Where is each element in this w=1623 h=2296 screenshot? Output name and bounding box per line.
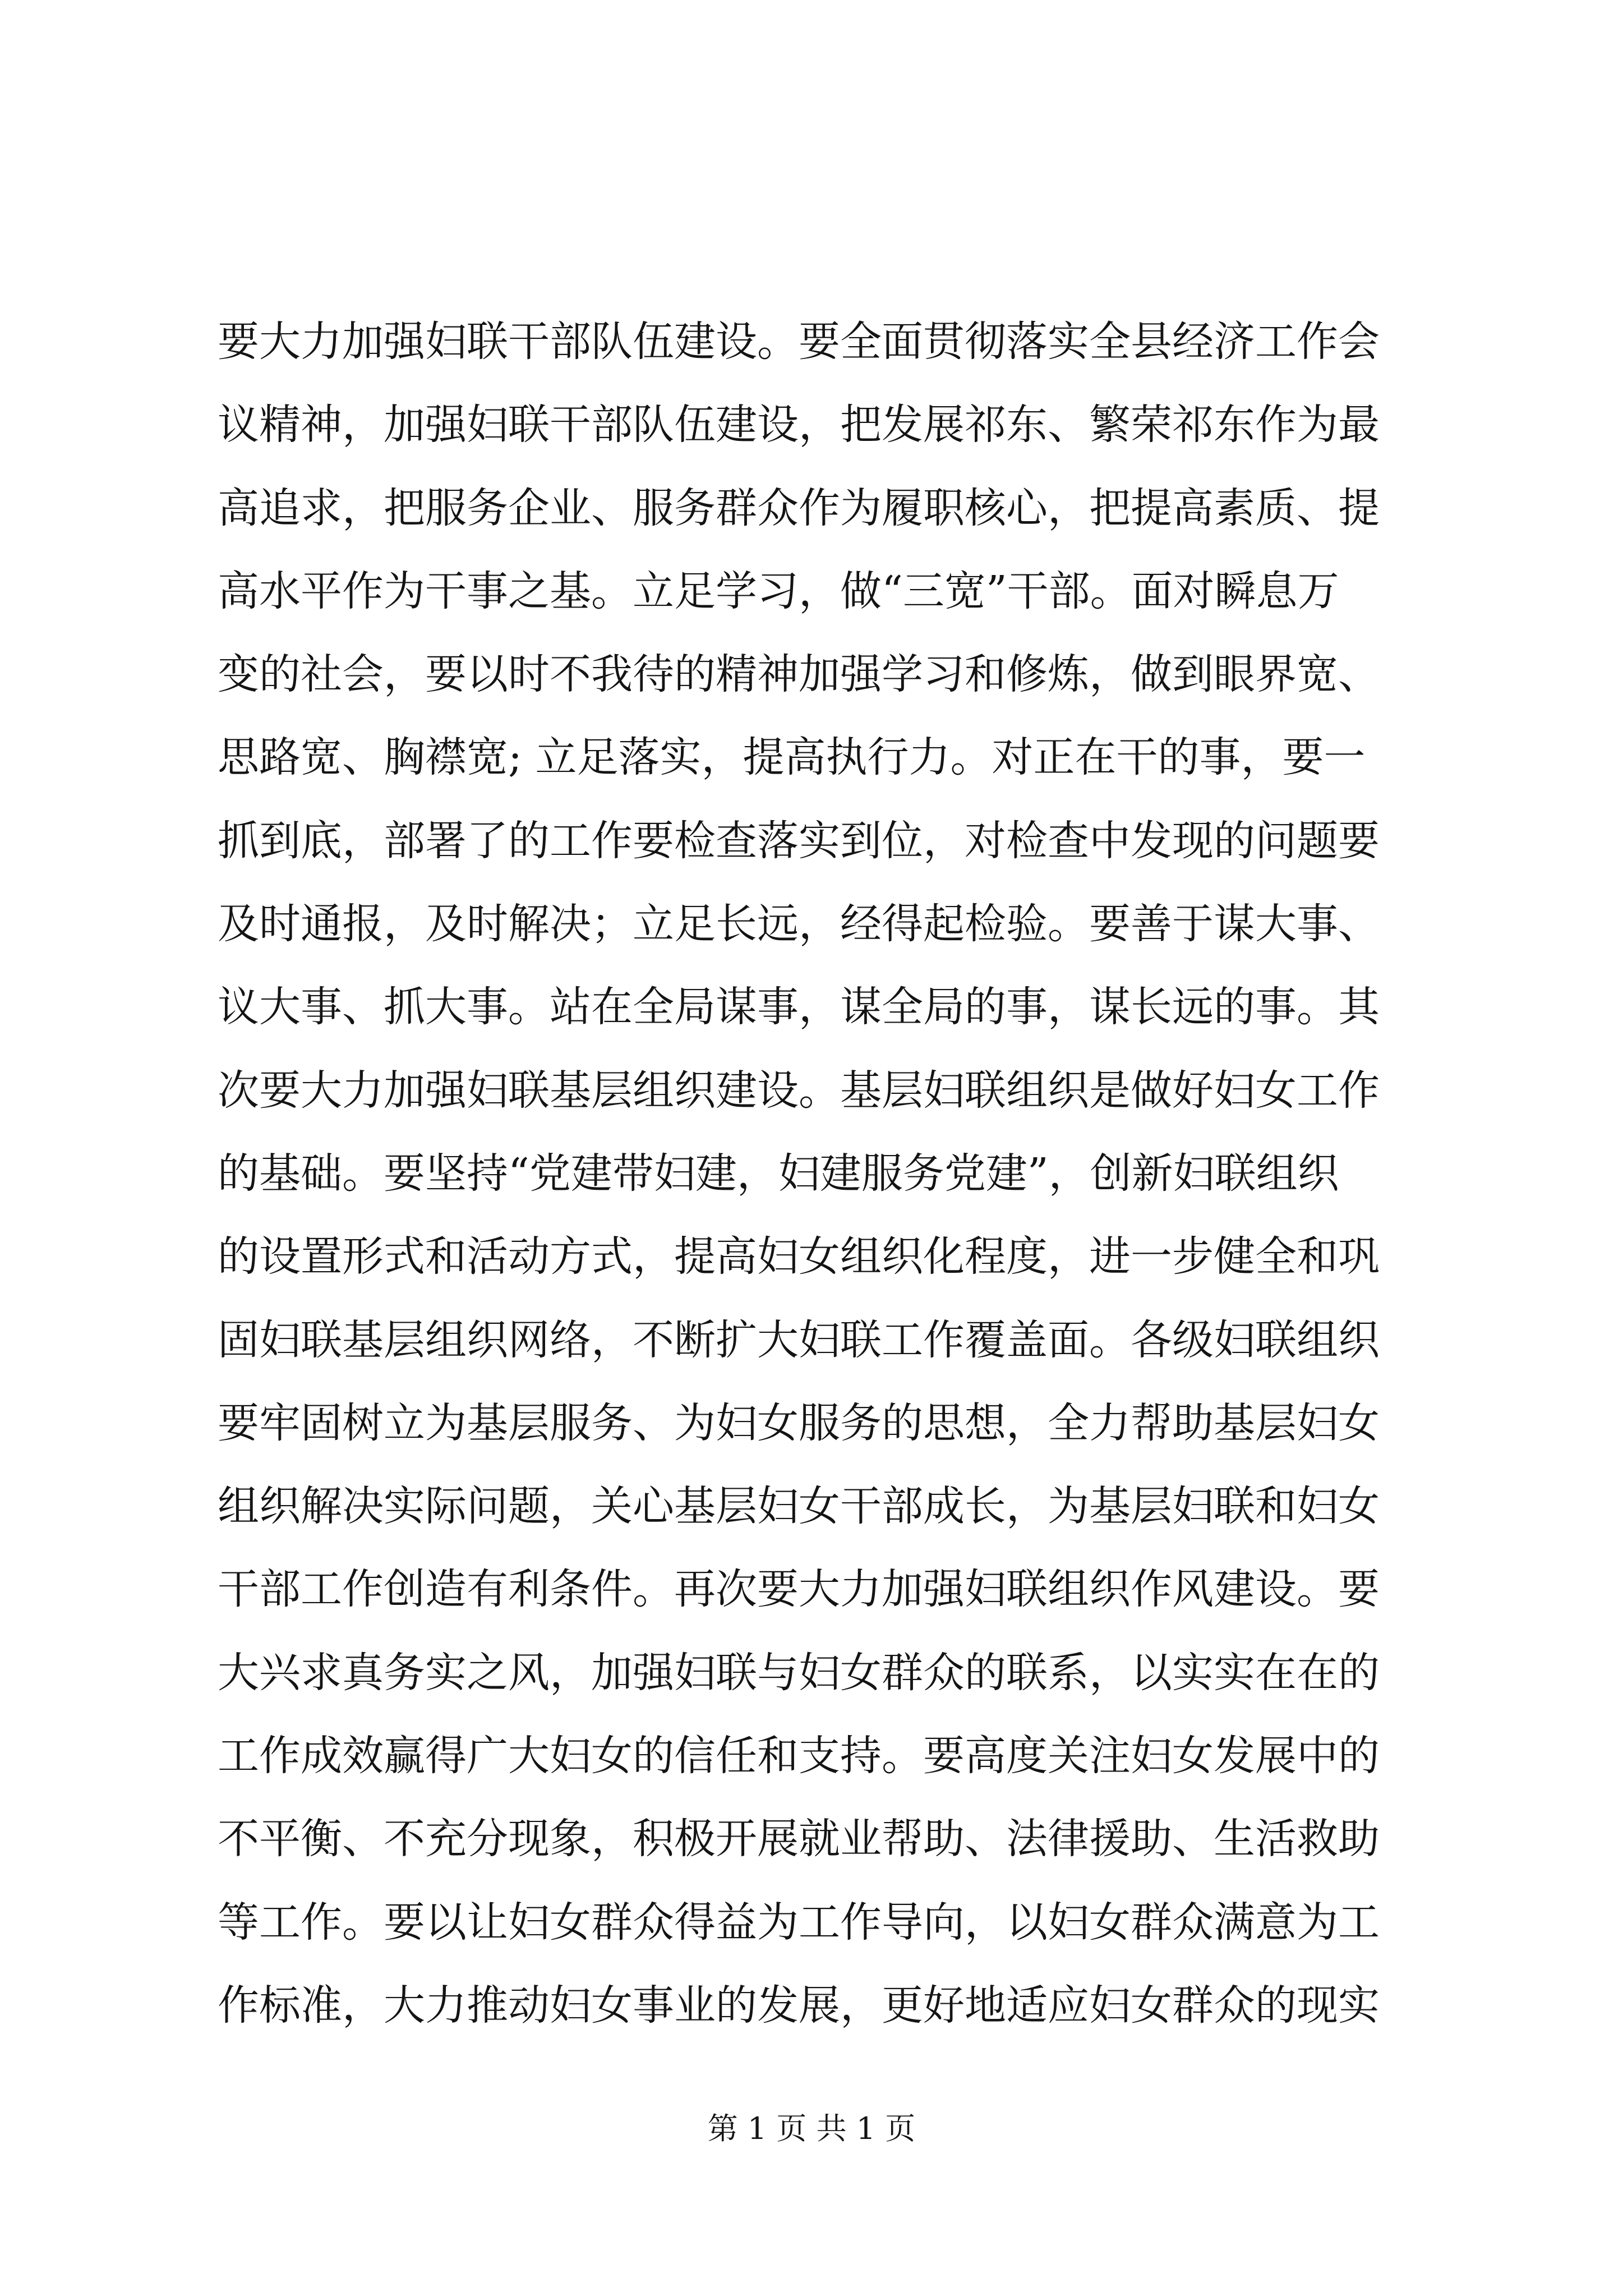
text-line: 工作成效赢得广大妇女的信任和支持。要高度关注妇女发展中的 xyxy=(218,1732,1380,1780)
text-line: 要大力加强妇联干部队伍建设。要全面贯彻落实全县经济工作会 xyxy=(218,318,1380,366)
text-line: 大兴求真务实之风，加强妇联与妇女群众的联系，以实实在在的 xyxy=(218,1648,1380,1697)
text-line: 组织解决实际问题，关心基层妇女干部成长，为基层妇联和妇女 xyxy=(218,1482,1380,1531)
text-line: 作标准，大力推动妇女事业的发展，更好地适应妇女群众的现实 xyxy=(218,1981,1380,2030)
text-line: 固妇联基层组织网络，不断扩大妇联工作覆盖面。各级妇联组织 xyxy=(218,1315,1380,1364)
text-line: 议大事、抓大事。站在全局谋事，谋全局的事，谋长远的事。其 xyxy=(218,983,1380,1032)
text-line: 及时通报，及时解决；立足长远，经得起检验。要善于谋大事、 xyxy=(218,900,1380,949)
text-line: 抓到底，部署了的工作要检查落实到位，对检查中发现的问题要 xyxy=(218,816,1380,865)
body-text xyxy=(218,300,1423,2047)
text-line: 等工作。要以让妇女群众得益为工作导向，以妇女群众满意为工 xyxy=(218,1898,1380,1947)
text-line: 高水平作为干事之基。立足学习，做“三宽”干部。面对瞬息万 xyxy=(218,567,1339,615)
text-line: 思路宽、胸襟宽; 立足落实，提高执行力。对正在干的事，要一 xyxy=(218,733,1366,782)
text-line: 的设置形式和活动方式，提高妇女组织化程度，进一步健全和巩 xyxy=(218,1232,1380,1281)
text-line: 次要大力加强妇联基层组织建设。基层妇联组织是做好妇女工作 xyxy=(218,1066,1380,1115)
text-line: 高追求，把服务企业、服务群众作为履职核心，把提高素质、提 xyxy=(218,484,1380,532)
text-line: 的基础。要坚持“党建带妇建，妇建服务党建”，创新妇联组织 xyxy=(218,1149,1339,1198)
text-line: 不平衡、不充分现象，积极开展就业帮助、法律援助、生活救助 xyxy=(218,1815,1380,1864)
text-line: 要牢固树立为基层服务、为妇女服务的思想，全力帮助基层妇女 xyxy=(218,1398,1380,1447)
text-line: 议精神，加强妇联干部队伍建设，把发展祁东、繁荣祁东作为最 xyxy=(218,401,1380,449)
text-line: 干部工作创造有利条件。再次要大力加强妇联组织作风建设。要 xyxy=(218,1565,1380,1614)
page-footer: 第 1 页 共 1 页 xyxy=(707,2111,916,2146)
text-line: 变的社会，要以时不我待的精神加强学习和修炼，做到眼界宽、 xyxy=(218,650,1380,699)
